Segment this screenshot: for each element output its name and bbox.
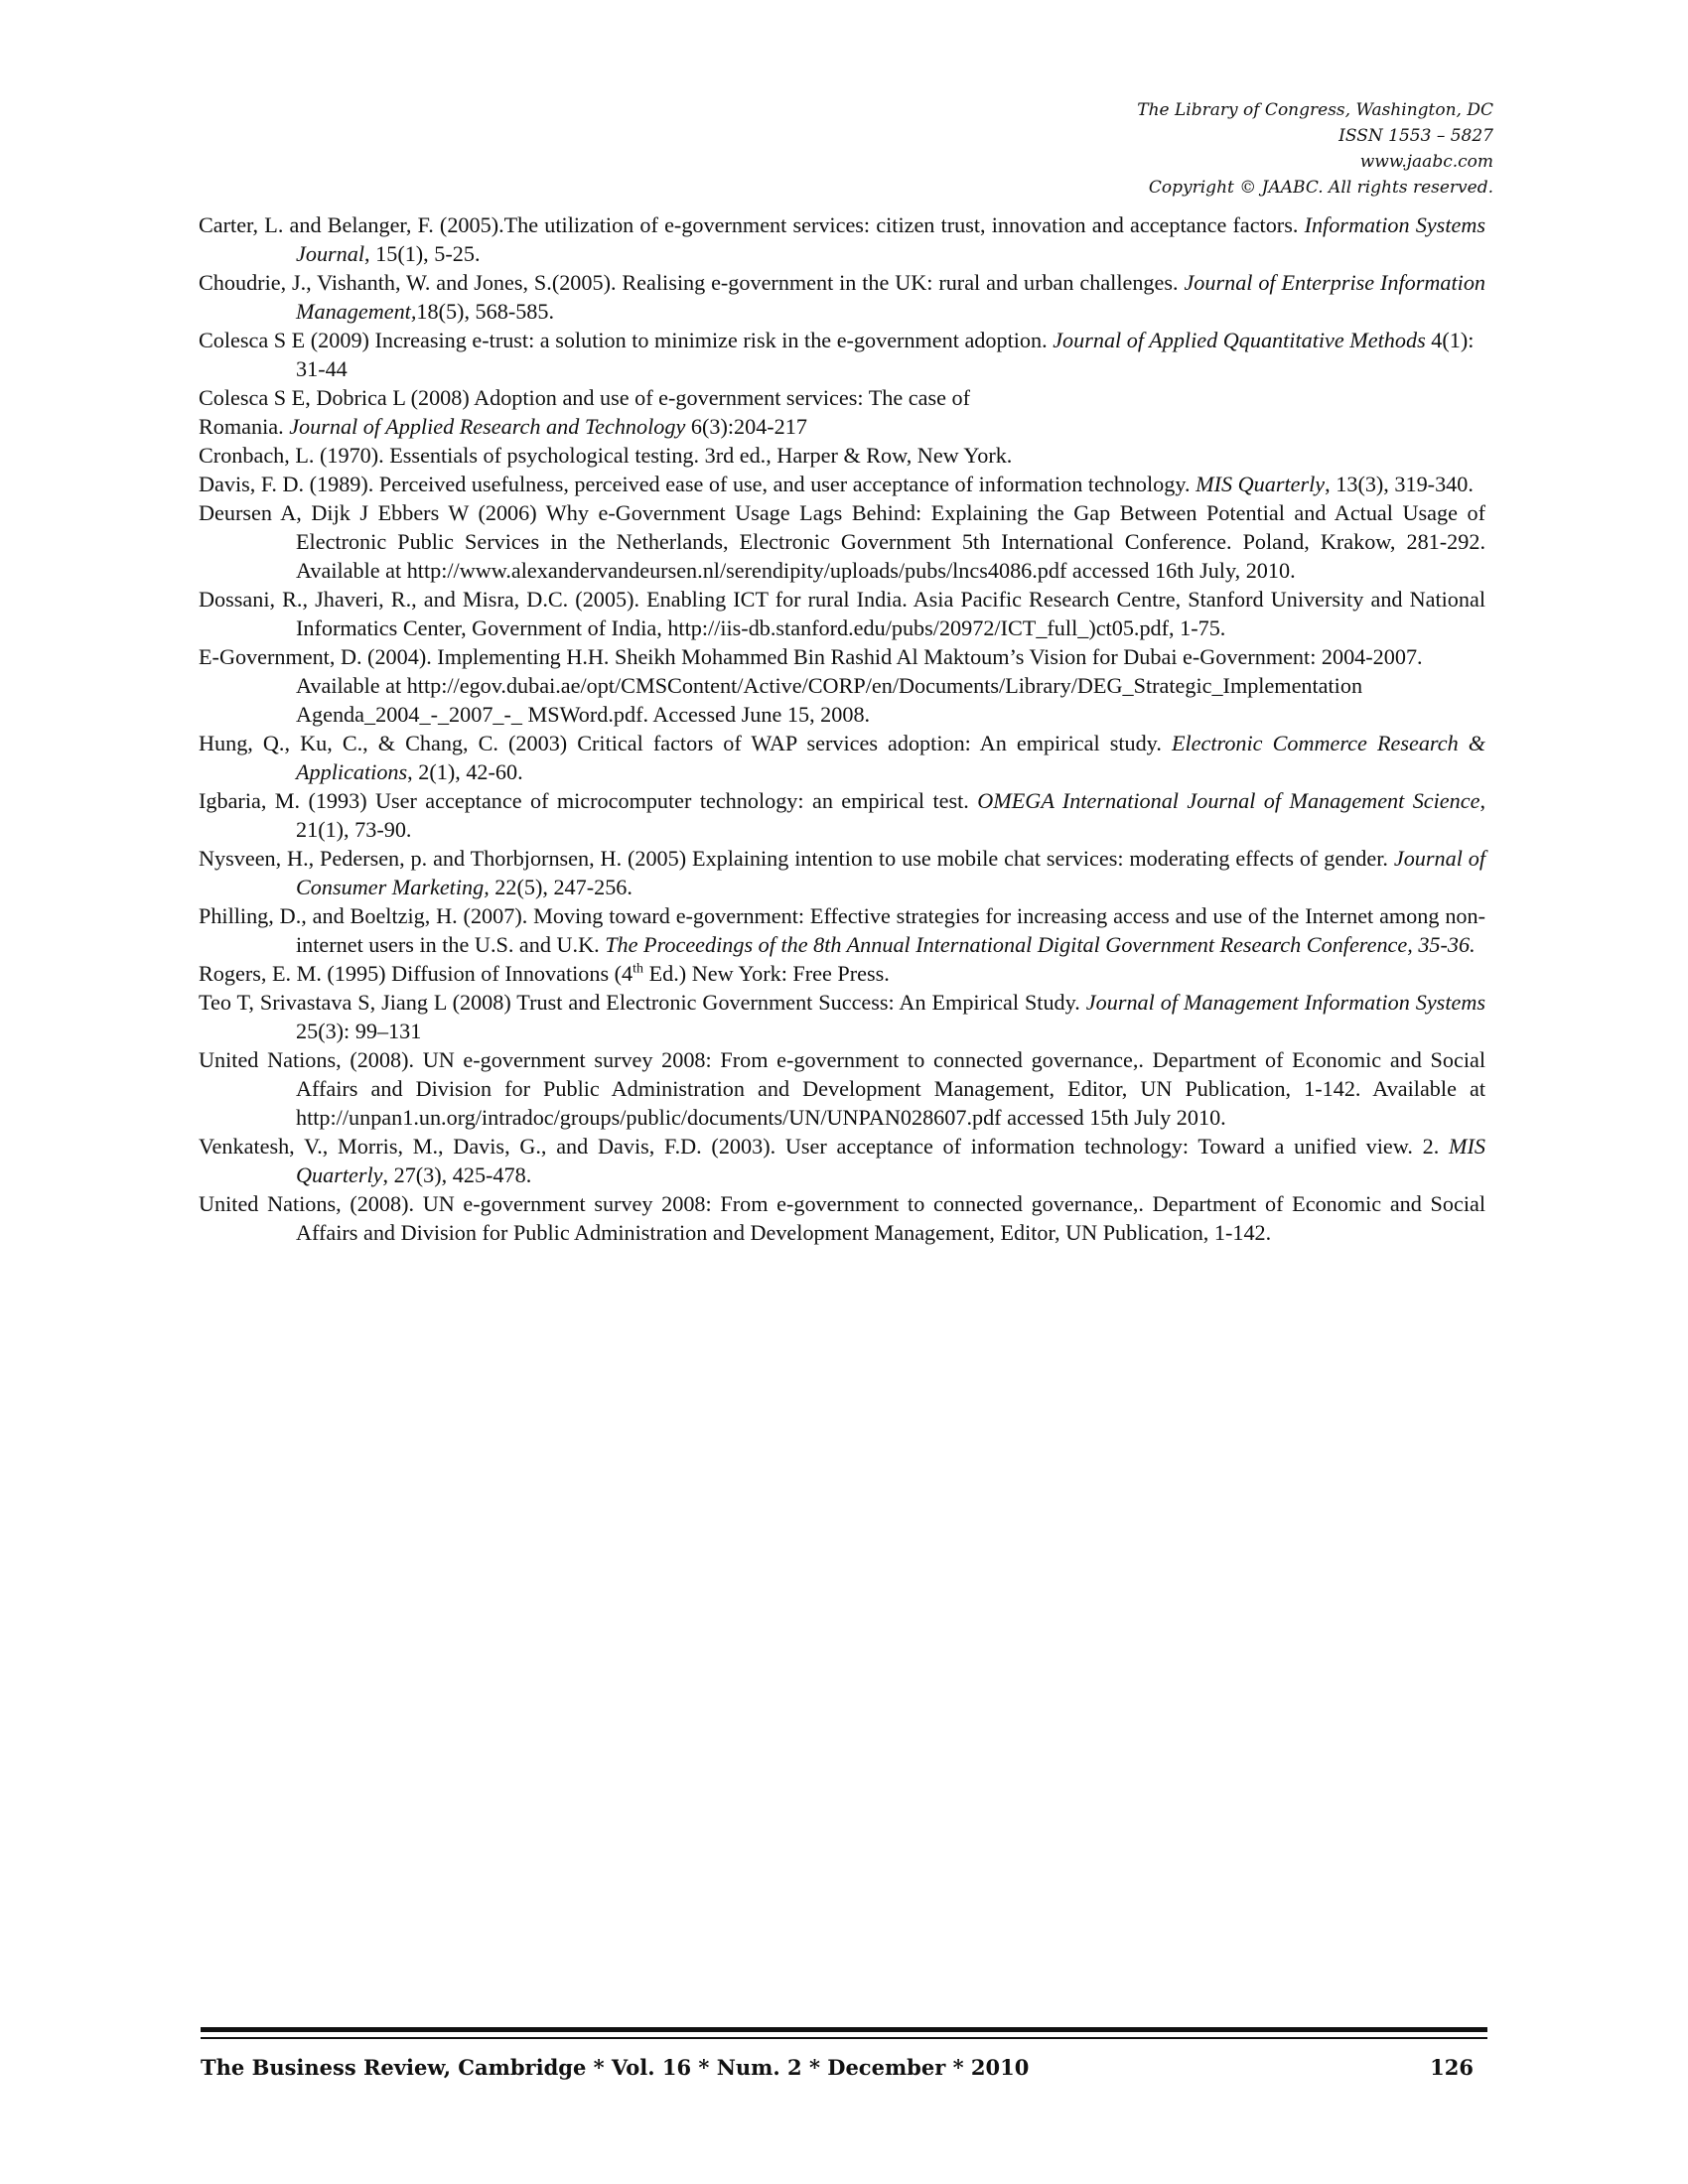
- reference-colesca-2009: Colesca S E (2009) Increasing e-trust: a solution to minimize risk in the e-government adoption. Journal of Applied Qquantitative Methods 4(1): 31-44: [199, 328, 1475, 381]
- reference-list: [199, 210, 1485, 1247]
- footer-journal-info: The Business Review, Cambridge * Vol. 16 * Num. 2 * December * 2010: [201, 2055, 1030, 2080]
- reference-e-government: E-Government, D. (2004). Implementing H.H. Sheikh Mohammed Bin Rashid Al Maktoum’s Vision for Dubai e-Government: 2004-2007. Available at http://egov.dubai.ae/opt/CMSContent/Active/CORP/en/Documents/Library/DEG_Strategic_Implementation Agenda_2004_-_2007_-_ MSWord.pdf. Accessed June 15, 2008.: [199, 644, 1423, 727]
- reference-rogers: Rogers, E. M. (1995) Diffusion of Innovations (4th Ed.) New York: Free Press.: [199, 961, 890, 986]
- reference-davis: Davis, F. D. (1989). Perceived usefulness, perceived ease of use, and user acceptance of information technology. MIS Quarterly, 13(3), 319-340.: [199, 472, 1474, 496]
- reference-hung: Hung, Q., Ku, C., & Chang, C. (2003) Critical factors of WAP services adoption: An empirical study. Electronic Commerce Research & Applications, 2(1), 42-60.: [199, 731, 1485, 784]
- header-issn: ISSN 1553 – 5827: [1338, 126, 1493, 146]
- footer-rule-thick: [201, 2027, 1487, 2032]
- reference-colesca-2008-continued: Romania. Journal of Applied Research and Technology 6(3):204-217: [199, 414, 807, 439]
- reference-united-nations-2: United Nations, (2008). UN e-government survey 2008: From e-government to connected governance,. Department of Economic and Social Affairs and Division for Public Administration and Development Management, Editor, UN Publication, 1-142.: [199, 1191, 1485, 1245]
- header-copyright: Copyright © JAABC. All rights reserved.: [1148, 178, 1493, 198]
- reference-choudrie: Choudrie, J., Vishanth, W. and Jones, S.(2005). Realising e-government in the UK: rural and urban challenges. Journal of Enterprise Information Management,18(5), 568-585.: [199, 270, 1486, 324]
- footer-rule-thin: [201, 2037, 1487, 2039]
- reference-cronbach: Cronbach, L. (1970). Essentials of psychological testing. 3rd ed., Harper & Row, New York.: [199, 443, 1013, 468]
- reference-colesca-2008: Colesca S E, Dobrica L (2008) Adoption and use of e-government services: The case of: [199, 385, 970, 410]
- reference-carter: Carter, L. and Belanger, F. (2005).The utilization of e-government services: citizen trust, innovation and acceptance factors. Information Systems Journal, 15(1), 5-25.: [199, 212, 1485, 266]
- header-website: www.jaabc.com: [1359, 152, 1493, 172]
- reference-venkatesh: Venkatesh, V., Morris, M., Davis, G., and Davis, F.D. (2003). User acceptance of information technology: Toward a unified view. 2. MIS Quarterly, 27(3), 425-478.: [199, 1134, 1485, 1187]
- reference-dossani: Dossani, R., Jhaveri, R., and Misra, D.C. (2005). Enabling ICT for rural India. Asia Pacific Research Centre, Stanford University and National Informatics Center, Government of India, http://iis-db.stanford.edu/pubs/20972/ICT_full_)ct05.pdf, 1-75.: [199, 587, 1485, 640]
- page-number: 126: [1430, 2055, 1474, 2080]
- reference-philling: Philling, D., and Boeltzig, H. (2007). Moving toward e-government: Effective strategies for increasing access and use of the Internet among non-internet users in the U.S. and U.K. The Proceedings of the 8th Annual International Digital Government Research Conference, 35-36.: [199, 903, 1485, 957]
- reference-deursen: Deursen A, Dijk J Ebbers W (2006) Why e-Government Usage Lags Behind: Explaining the Gap Between Potential and Actual Usage of Electronic Public Services in the Netherlands, Electronic Government 5th International Conference. Poland, Krakow, 281-292. Available at http://www.alexandervandeursen.nl/serendipity/uploads/pubs/lncs4086.pdf accessed 16th July, 2010.: [199, 500, 1485, 583]
- header-library: The Library of Congress, Washington, DC: [1137, 100, 1493, 120]
- reference-teo: Teo T, Srivastava S, Jiang L (2008) Trust and Electronic Government Success: An Empirical Study. Journal of Management Information Systems 25(3): 99–131: [199, 990, 1485, 1043]
- reference-igbaria: Igbaria, M. (1993) User acceptance of microcomputer technology: an empirical test. OMEGA International Journal of Management Science, 21(1), 73-90.: [199, 788, 1485, 842]
- reference-nysveen: Nysveen, H., Pedersen, p. and Thorbjornsen, H. (2005) Explaining intention to use mobile chat services: moderating effects of gender. Journal of Consumer Marketing, 22(5), 247-256.: [199, 846, 1485, 899]
- reference-united-nations-1: United Nations, (2008). UN e-government survey 2008: From e-government to connected governance,. Department of Economic and Social Affairs and Division for Public Administration and Development Management, Editor, UN Publication, 1-142. Available at http://unpan1.un.org/intradoc/groups/public/documents/UN/UNPAN028607.pdf accessed 15th July 2010.: [199, 1047, 1485, 1130]
- journal-header: [1137, 97, 1493, 201]
